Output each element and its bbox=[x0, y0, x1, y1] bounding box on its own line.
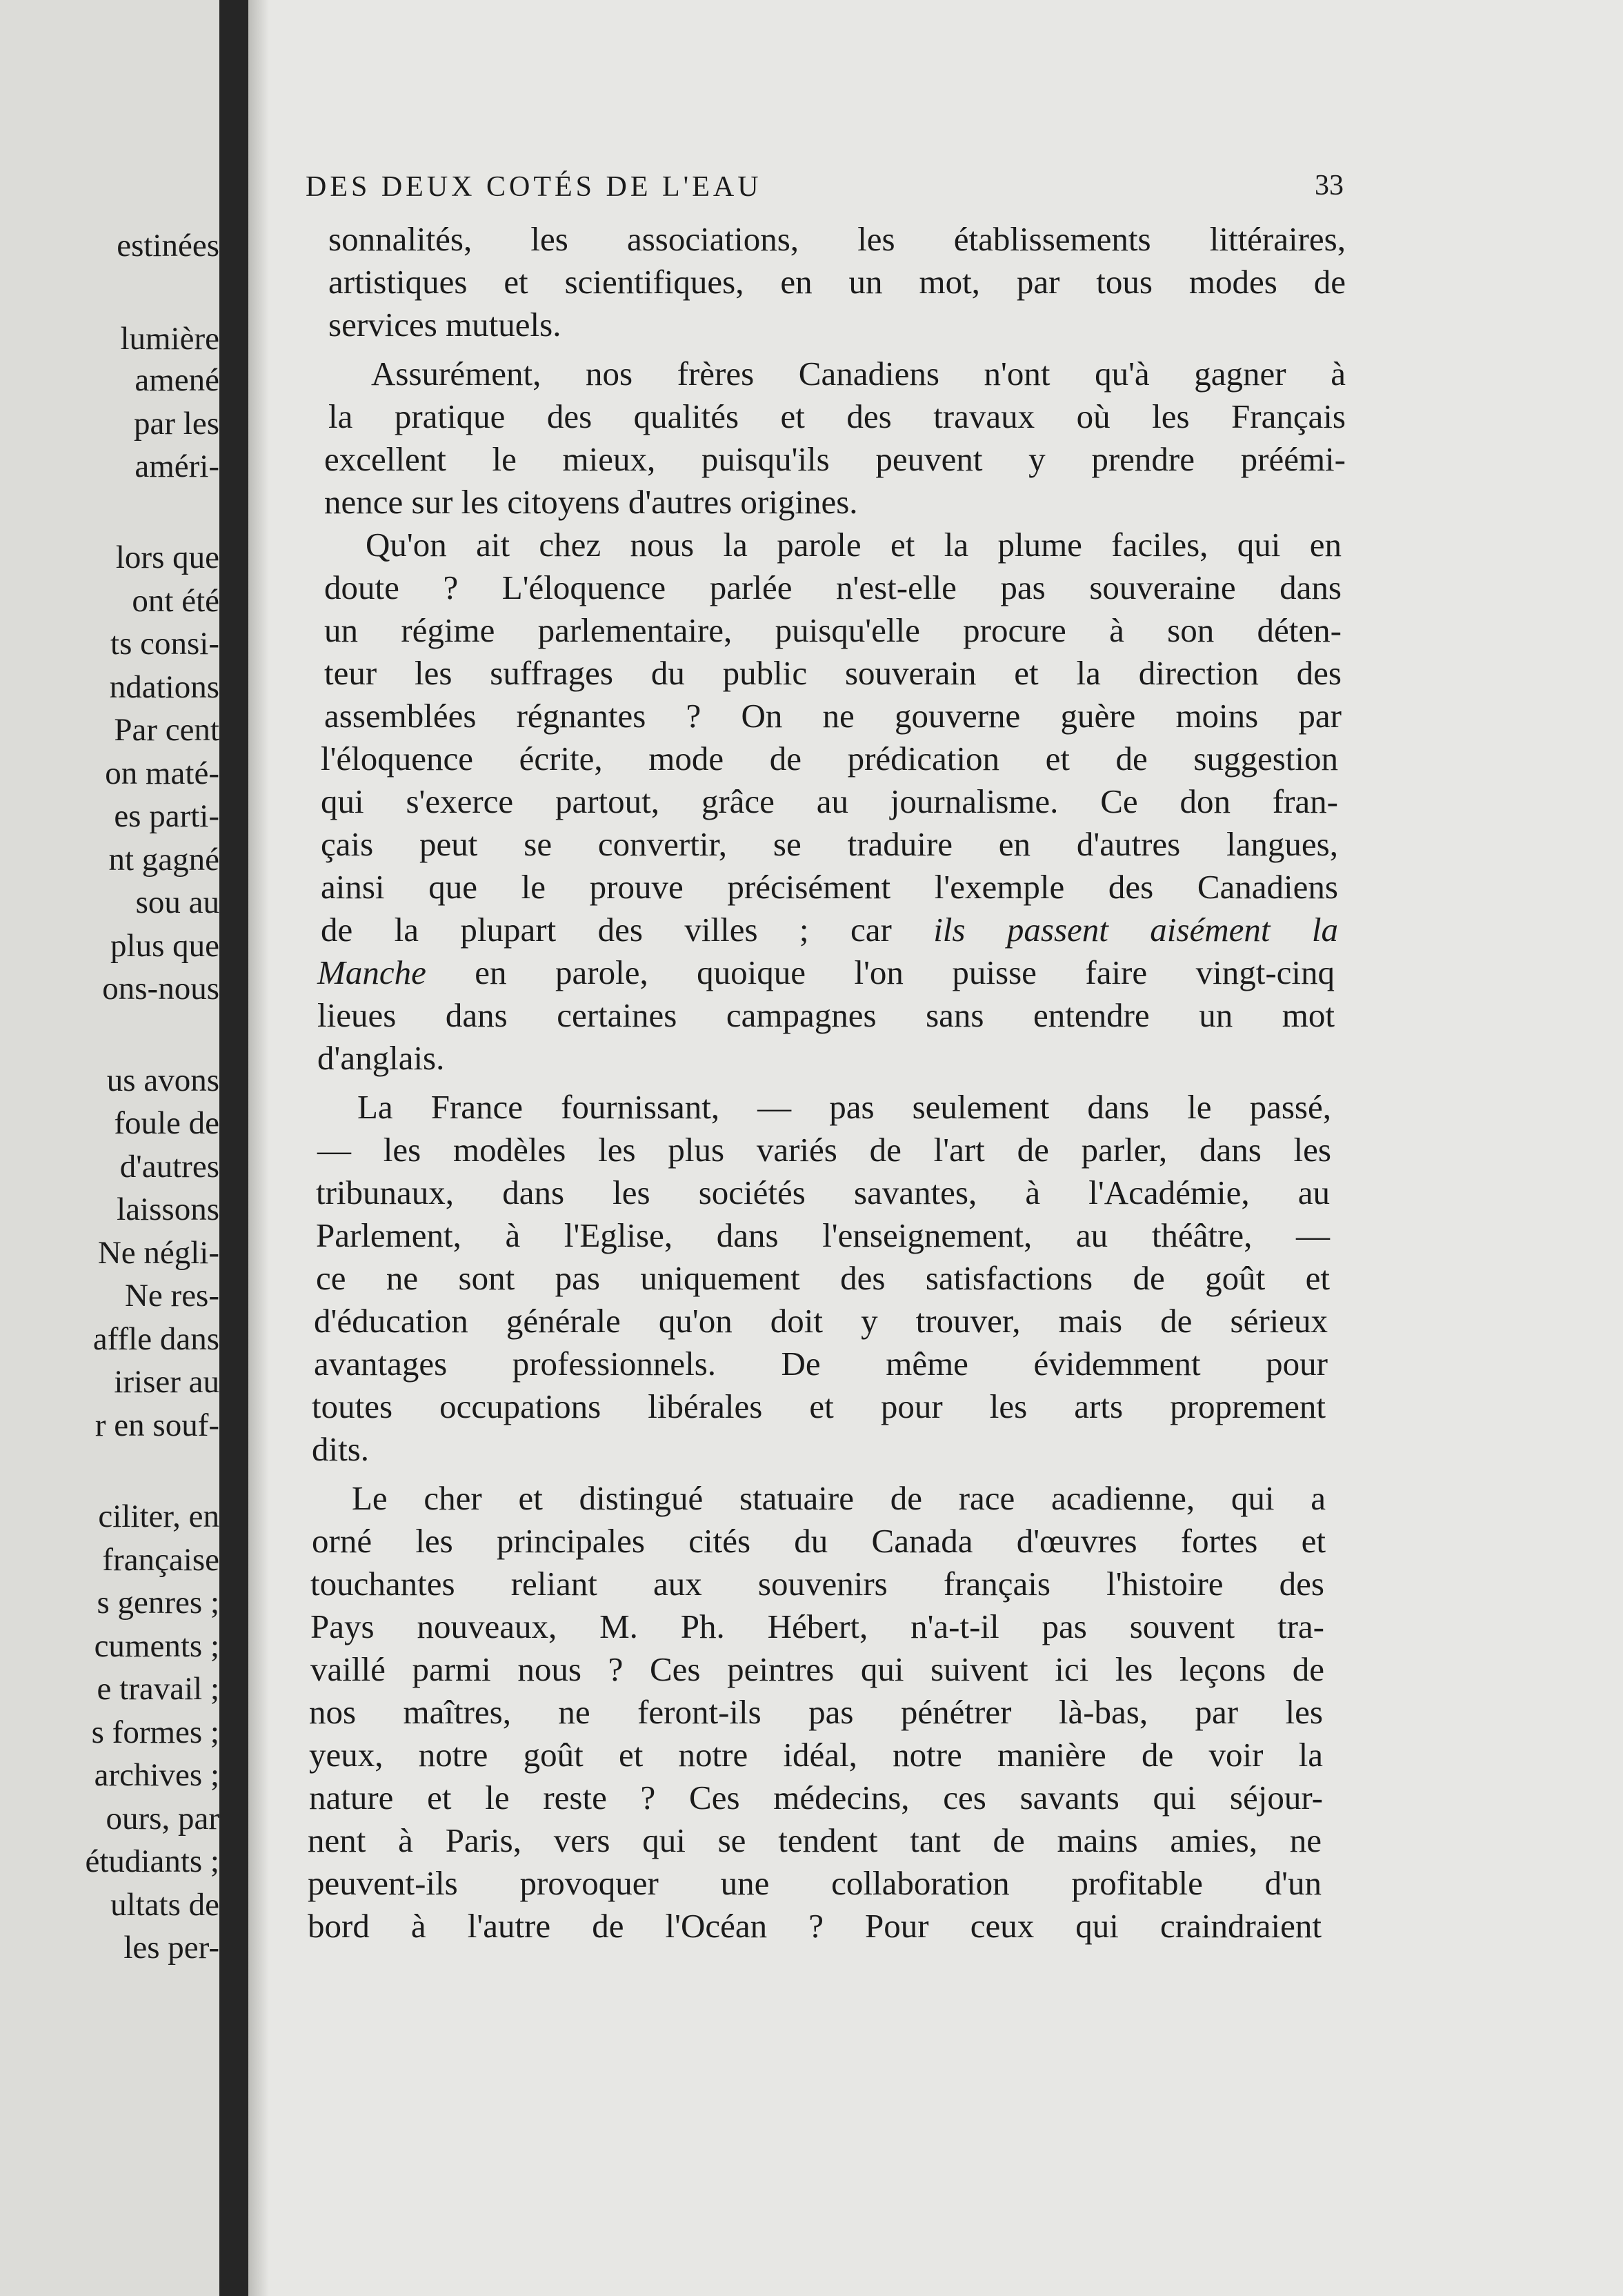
body-text-line bbox=[317, 952, 1335, 993]
line-text: ce ne sont pas uniquement des satisfactions de goût et bbox=[316, 1259, 1330, 1297]
body-text-line bbox=[328, 219, 1346, 260]
left-page-line-fragment: archives ; bbox=[94, 1757, 219, 1793]
left-page-line-fragment: ts consi- bbox=[110, 626, 219, 662]
line-text: avantages professionnels. De même évidemment pour bbox=[314, 1345, 1328, 1383]
left-page-line-fragment: ours, par bbox=[106, 1801, 219, 1837]
running-head: DES DEUX COTÉS DE L'EAU bbox=[306, 171, 762, 203]
body-text-line bbox=[324, 695, 1342, 737]
body-text-line bbox=[324, 610, 1342, 651]
left-page-line-fragment: Ne res- bbox=[124, 1278, 219, 1314]
body-text-line bbox=[321, 738, 1338, 780]
line-text: lieues dans certaines campagnes sans entendre un mot bbox=[317, 996, 1335, 1034]
line-text: Assurément, nos frères Canadiens n'ont qu'à gagner à bbox=[371, 355, 1346, 393]
line-text: la pratique des qualités et des travaux où les Français bbox=[328, 397, 1346, 435]
body-text-line bbox=[357, 1087, 1331, 1128]
body-text-line bbox=[328, 396, 1346, 437]
left-page-line-fragment: ont été bbox=[132, 583, 219, 619]
left-page-line-fragment: s genres ; bbox=[97, 1585, 219, 1621]
line-text: nature et le reste ? Ces médecins, ces savants qui séjour- bbox=[309, 1779, 1323, 1817]
body-text-line bbox=[316, 1215, 1330, 1256]
line-text: — les modèles les plus variés de l'art de parler, dans les bbox=[317, 1131, 1331, 1169]
line-text: tribunaux, dans les sociétés savantes, à l'Académie, au bbox=[316, 1174, 1330, 1211]
line-text: d'éducation générale qu'on doit y trouver, mais de sérieux bbox=[314, 1302, 1328, 1340]
left-page-line-fragment: laissons bbox=[117, 1191, 219, 1227]
body-text-line bbox=[310, 1563, 1324, 1605]
left-page-line-fragment: Ne négli- bbox=[97, 1235, 219, 1271]
italic-phrase: Manche bbox=[317, 953, 426, 991]
body-text-line bbox=[352, 1478, 1326, 1519]
line-text: services mutuels. bbox=[328, 306, 561, 344]
left-page-line-fragment: plus que bbox=[110, 928, 219, 964]
line-text: orné les principales cités du Canada d'œuvres fortes et bbox=[312, 1522, 1326, 1560]
left-page-line-fragment: r en souf- bbox=[94, 1407, 219, 1443]
body-text-line bbox=[309, 1692, 1323, 1733]
left-page-line-fragment: sou au bbox=[135, 884, 219, 920]
page-number: 33 bbox=[1315, 170, 1344, 201]
body-text-line bbox=[312, 1429, 369, 1470]
line-text: çais peut se convertir, se traduire en d'autres langues, bbox=[321, 825, 1338, 863]
body-text-line bbox=[312, 1386, 1326, 1427]
left-page-line-fragment: ndations bbox=[109, 669, 219, 705]
line-text: un régime parlementaire, puisqu'elle procure à son déten- bbox=[324, 611, 1342, 649]
left-page-line-fragment: us avons bbox=[106, 1062, 219, 1098]
body-text-line bbox=[324, 439, 1346, 480]
body-text-line bbox=[324, 653, 1342, 694]
line-text: vaillé parmi nous ? Ces peintres qui suivent ici les leçons de bbox=[310, 1650, 1324, 1688]
body-text-line bbox=[316, 1258, 1330, 1299]
body-text-line bbox=[321, 824, 1338, 865]
body-text-line bbox=[310, 1606, 1324, 1647]
line-text: excellent le mieux, puisqu'ils peuvent y prendre préémi- bbox=[324, 440, 1346, 478]
body-text-line bbox=[314, 1343, 1328, 1385]
left-page-line-fragment: Par cent bbox=[114, 712, 219, 748]
left-page-line-fragment: on maté- bbox=[105, 755, 219, 791]
line-text: qui s'exerce partout, grâce au journalisme. Ce don fran- bbox=[321, 782, 1338, 820]
left-page-line-fragment: lumière bbox=[120, 321, 219, 357]
body-text-line bbox=[312, 1521, 1326, 1562]
left-page-line-fragment: ons-nous bbox=[102, 971, 219, 1007]
left-page-line-fragment: e travail ; bbox=[97, 1671, 219, 1707]
line-text: nent à Paris, vers qui se tendent tant de mains amies, ne bbox=[308, 1821, 1322, 1859]
body-text-line bbox=[317, 995, 1335, 1036]
line-text: toutes occupations libérales et pour les arts proprement bbox=[312, 1387, 1326, 1425]
left-page-line-fragment: les per- bbox=[123, 1930, 219, 1966]
body-text-line bbox=[310, 1649, 1324, 1690]
book-gutter bbox=[219, 0, 248, 2296]
line-text: peuvent-ils provoquer une collaboration profitable d'un bbox=[308, 1864, 1322, 1902]
left-page-line-fragment: étudiants ; bbox=[85, 1843, 219, 1879]
line-text: Parlement, à l'Eglise, dans l'enseignement, au théâtre, — bbox=[316, 1216, 1330, 1254]
body-text-line bbox=[317, 1038, 444, 1079]
line-text: de la plupart des villes ; car bbox=[321, 911, 892, 949]
left-page-line-fragment: ultats de bbox=[110, 1887, 219, 1923]
body-text-line bbox=[321, 781, 1338, 822]
left-page-line-fragment: affle dans bbox=[92, 1321, 219, 1357]
line-text: artistiques et scientifiques, en un mot, par tous modes de bbox=[328, 263, 1346, 301]
line-text: Qu'on ait chez nous la parole et la plume faciles, qui en bbox=[366, 526, 1342, 564]
left-page-line-fragment: cuments ; bbox=[94, 1628, 219, 1664]
left-page-line-fragment: iriser au bbox=[114, 1364, 219, 1400]
body-text-line bbox=[317, 1129, 1331, 1171]
line-text: Pays nouveaux, M. Ph. Hébert, n'a-t-il pas souvent tra- bbox=[310, 1607, 1324, 1645]
body-text-line bbox=[308, 1906, 1322, 1947]
left-page-line-fragment: amené bbox=[135, 362, 219, 398]
left-page-line-fragment: s formes ; bbox=[91, 1714, 219, 1750]
left-page-fragment bbox=[0, 0, 219, 2296]
body-text-line bbox=[328, 261, 1346, 303]
left-page-line-fragment: d'autres bbox=[119, 1149, 219, 1185]
line-text: d'anglais. bbox=[317, 1039, 445, 1077]
line-text: Le cher et distingué statuaire de race acadienne, qui a bbox=[352, 1479, 1326, 1517]
body-text-line bbox=[316, 1172, 1330, 1214]
italic-phrase: ils passent aisément la bbox=[933, 911, 1339, 949]
line-text: yeux, notre goût et notre idéal, notre manière de voir la bbox=[309, 1736, 1323, 1774]
line-text: doute ? L'éloquence parlée n'est-elle pas souveraine dans bbox=[324, 568, 1342, 606]
left-page-line-fragment: française bbox=[102, 1542, 219, 1578]
body-text-line bbox=[308, 1863, 1322, 1904]
left-page-line-fragment: ciliter, en bbox=[98, 1498, 219, 1534]
line-text: en parole, quoique l'on puisse faire vingt-cinq bbox=[426, 953, 1335, 991]
line-text: l'éloquence écrite, mode de prédication et de suggestion bbox=[321, 740, 1338, 778]
body-text-line bbox=[321, 909, 1338, 951]
left-page-line-fragment: par les bbox=[134, 406, 219, 442]
line-text: nence sur les citoyens d'autres origines. bbox=[324, 483, 858, 521]
left-page-line-fragment: lors que bbox=[115, 540, 219, 575]
body-text-line bbox=[328, 304, 561, 346]
line-text: sonnalités, les associations, les établissements littéraires, bbox=[328, 220, 1346, 258]
body-text-line bbox=[308, 1820, 1322, 1861]
gutter-shadow bbox=[248, 0, 269, 2296]
line-text: dits. bbox=[312, 1430, 370, 1468]
body-text-line bbox=[324, 567, 1342, 608]
body-text-line bbox=[321, 867, 1338, 908]
line-text: nos maîtres, ne feront-ils pas pénétrer là-bas, par les bbox=[309, 1693, 1323, 1731]
body-text-line bbox=[366, 524, 1342, 566]
left-page-line-fragment: es parti- bbox=[114, 798, 219, 834]
line-text: teur les suffrages du public souverain et la direction des bbox=[324, 654, 1342, 692]
body-text-line bbox=[314, 1300, 1328, 1342]
line-text: assemblées régnantes ? On ne gouverne guère moins par bbox=[324, 697, 1342, 735]
body-text-line bbox=[309, 1734, 1323, 1776]
left-page-line-fragment: estinées bbox=[117, 228, 219, 264]
body-text-line bbox=[309, 1777, 1323, 1819]
left-page-line-fragment: améri- bbox=[135, 448, 219, 484]
line-text: ainsi que le prouve précisément l'exemple des Canadiens bbox=[321, 868, 1338, 906]
line-text: bord à l'autre de l'Océan ? Pour ceux qui craindraient bbox=[308, 1907, 1322, 1945]
line-text: touchantes reliant aux souvenirs français l'histoire des bbox=[310, 1565, 1324, 1603]
body-text-line bbox=[324, 482, 858, 523]
left-page-line-fragment: foule de bbox=[114, 1105, 219, 1141]
line-text: La France fournissant, — pas seulement dans le passé, bbox=[357, 1088, 1331, 1126]
body-text-line bbox=[371, 353, 1346, 395]
left-page-line-fragment: nt gagné bbox=[108, 842, 219, 878]
